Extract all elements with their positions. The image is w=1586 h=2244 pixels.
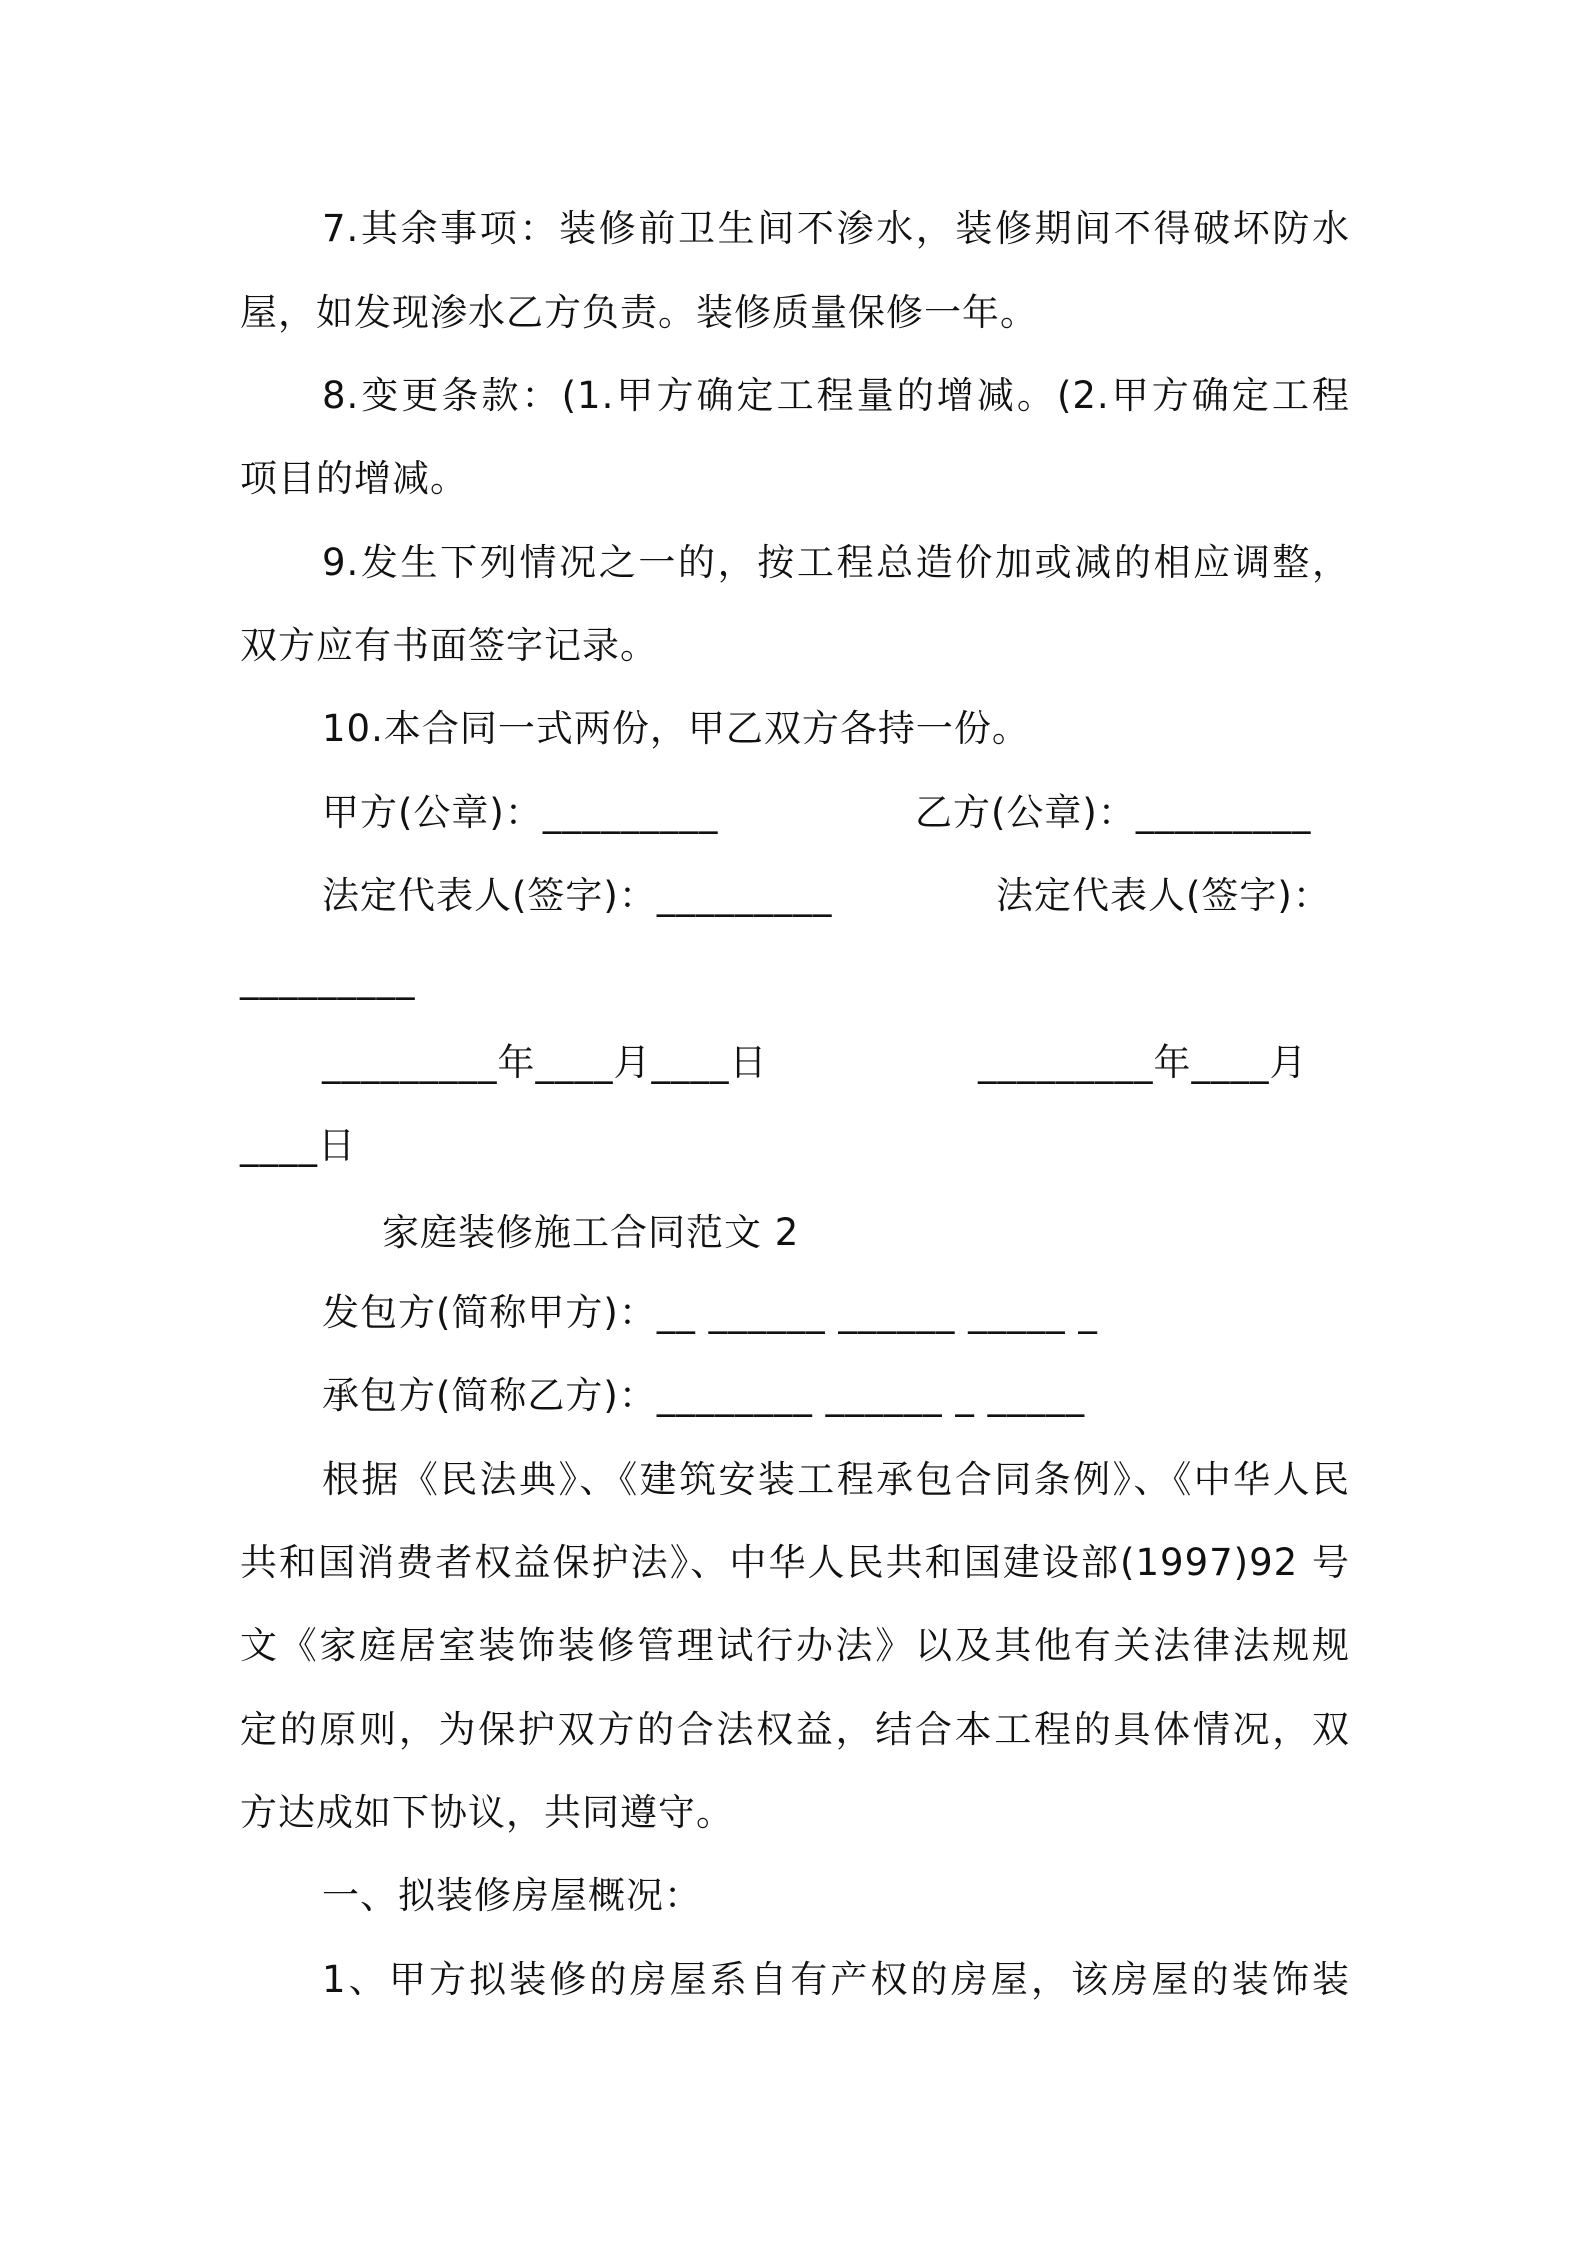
paragraph-line: 方达成如下协议，共同遵守。	[240, 1791, 734, 1834]
contractor-field: 承包方(简称乙方)：________ ______ _ _____	[322, 1374, 1086, 1417]
paragraph-line: 1、甲方拟装修的房屋系自有产权的房屋，该房屋的装饰装	[322, 1958, 1350, 2001]
paragraph-line: 10.本合同一式两份，甲乙双方各持一份。	[322, 707, 1030, 750]
party-b-seal-field: 乙方(公章)：_________	[915, 791, 1312, 834]
party-b-date-field: _________年____月	[978, 1041, 1308, 1084]
paragraph-line: 文《家庭居室装饰装修管理试行办法》以及其他有关法律法规规	[240, 1624, 1350, 1667]
paragraph-line: 共和国消费者权益保护法》、中华人民共和国建设部(1997)92 号	[240, 1541, 1350, 1584]
party-a-representative-field: 法定代表人(签字)：_________	[322, 874, 833, 917]
paragraph-line: 项目的增减。	[240, 457, 468, 500]
date-day-field: ____日	[240, 1124, 356, 1167]
party-a-seal-field: 甲方(公章)：_________	[322, 791, 719, 834]
section-title: 家庭装修施工合同范文 2	[382, 1211, 800, 1254]
employer-field: 发包方(简称甲方)：__ ______ ______ _____ _	[322, 1291, 1098, 1334]
party-b-representative-field: 法定代表人(签字)：	[996, 874, 1331, 917]
section-heading: 一、拟装修房屋概况：	[322, 1874, 702, 1917]
paragraph-line: 屋，如发现渗水乙方负责。装修质量保修一年。	[240, 291, 1038, 334]
paragraph-line: 根据《民法典》、《建筑安装工程承包合同条例》、《中华人民	[322, 1458, 1350, 1501]
paragraph-line: 8.变更条款：(1.甲方确定工程量的增减。(2.甲方确定工程	[322, 374, 1350, 417]
signature-row-date	[322, 1040, 1350, 1086]
signature-row-seal	[322, 790, 1350, 836]
paragraph-line: 7.其余事项：装修前卫生间不渗水，装修期间不得破坏防水	[322, 207, 1350, 250]
paragraph-line: 9.发生下列情况之一的，按工程总造价加或减的相应调整，	[322, 541, 1350, 584]
paragraph-line: 定的原则，为保护双方的合法权益，结合本工程的具体情况，双	[240, 1708, 1350, 1751]
blank-line: _________	[240, 957, 416, 1000]
signature-row-representative	[322, 873, 1350, 919]
party-a-date-field: _________年____月____日	[322, 1041, 768, 1084]
paragraph-line: 双方应有书面签字记录。	[240, 624, 658, 667]
